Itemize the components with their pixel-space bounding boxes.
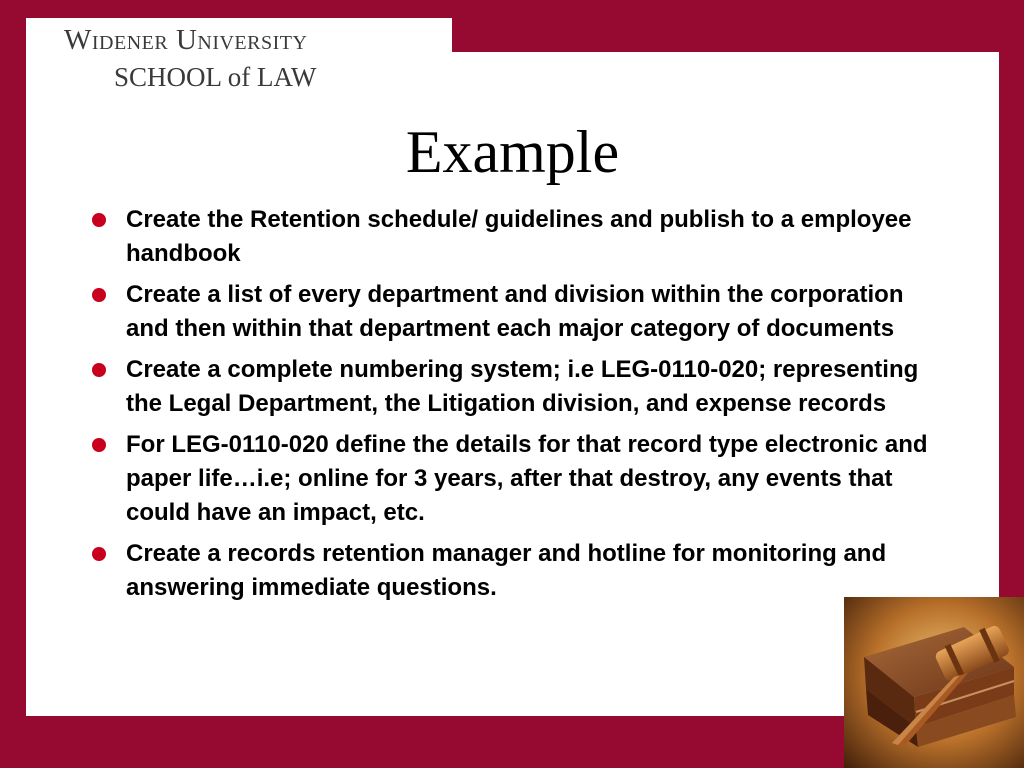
bullet-text: For LEG-0110-020 define the details for that record type electronic and paper life…i.e; online for 3 years, after that destroy, any events that could have an impact, etc.: [126, 431, 928, 526]
logo-line1-text: Widener University: [64, 24, 308, 56]
slide-title: Example: [405, 119, 620, 185]
bullet-dot-icon: [92, 438, 106, 452]
bullet-list: [90, 203, 930, 612]
bullet-item: [90, 537, 930, 605]
logo-school-name: SCHOOL of LAW: [114, 62, 317, 92]
bullet-text: Create a records retention manager and hotline for monitoring and answering immediate questions.: [126, 540, 887, 601]
bullet-dot-icon: [92, 363, 106, 377]
gavel-book-image: [844, 597, 1024, 768]
logo-university-name: [64, 24, 307, 57]
bullet-item: [90, 203, 930, 271]
bullet-item: [90, 278, 930, 346]
bullet-text: Create a list of every department and division within the corporation and then within that department each major category of documents: [126, 281, 904, 342]
bullet-text: Create a complete numbering system; i.e LEG-0110-020; representing the Legal Department, the Litigation division, and expense records: [126, 356, 919, 417]
university-logo: [26, 18, 452, 108]
bullet-text: Create the Retention schedule/ guidelines and publish to a employee handbook: [126, 206, 912, 267]
bullet-dot-icon: [92, 547, 106, 561]
bullet-item: [90, 428, 930, 530]
bullet-item: [90, 353, 930, 421]
bullet-dot-icon: [92, 288, 106, 302]
bullet-dot-icon: [92, 213, 106, 227]
